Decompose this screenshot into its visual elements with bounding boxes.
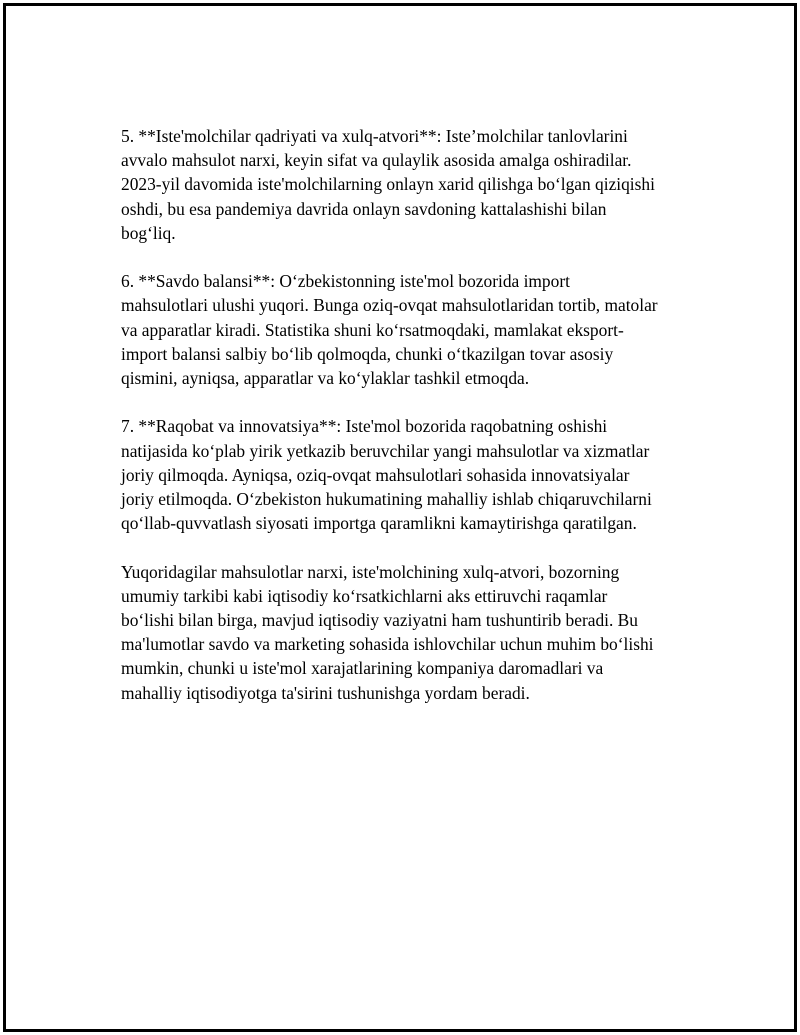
- text-line: avvalo mahsulot narxi, keyin sifat va qulaylik asosida amalga oshiradilar.: [121, 150, 632, 171]
- text-line: natijasida ko‘plab yirik yetkazib beruvchilar yangi mahsulotlar va xizmatlar: [121, 440, 650, 461]
- text-line: Yuqoridagilar mahsulotlar narxi, iste'molchining xulq-atvori, bozorning: [121, 561, 620, 582]
- text-line: joriy etilmoqda. O‘zbekiston hukumatining mahalliy ishlab chiqaruvchilarni: [121, 489, 652, 510]
- text-line: ma'lumotlar savdo va marketing sohasida ishlovchilar uchun muhim bo‘lishi: [121, 634, 654, 655]
- paragraph-trade-balance: [121, 269, 701, 390]
- text-line: mahalliy iqtisodiyotga ta'sirini tushunishga yordam beradi.: [121, 682, 530, 703]
- text-line: qo‘llab-quvvatlash siyosati importga qaramlikni kamaytirishga qaratilgan.: [121, 513, 637, 534]
- text-line: bo‘lishi bilan birga, mavjud iqtisodiy vaziyatni ham tushuntirib beradi. Bu: [121, 610, 638, 631]
- paragraph-conclusion: [121, 560, 701, 705]
- paragraph-competition-innovation: [121, 414, 701, 535]
- text-line: mumkin, chunki u iste'mol xarajatlarining kompaniya daromadlari va: [121, 658, 604, 679]
- page-frame: [3, 3, 797, 1032]
- text-line: mahsulotlari ulushi yuqori. Bunga oziq-ovqat mahsulotlaridan tortib, matolar: [121, 295, 658, 316]
- text-line: umumiy tarkibi kabi iqtisodiy ko‘rsatkichlarni aks ettiruvchi raqamlar: [121, 585, 608, 606]
- text-line: 2023-yil davomida iste'molchilarning onlayn xarid qilishga bo‘lgan qiziqishi: [121, 174, 655, 195]
- text-line: va apparatlar kiradi. Statistika shuni ko‘rsatmoqdaki, mamlakat eksport-: [121, 319, 624, 340]
- text-line: oshdi, bu esa pandemiya davrida onlayn savdoning kattalashishi bilan: [121, 198, 607, 219]
- document-body: [121, 124, 701, 729]
- paragraph-consumer-values: [121, 124, 701, 245]
- text-line: qismini, ayniqsa, apparatlar va ko‘ylaklar tashkil etmoqda.: [121, 368, 530, 389]
- text-line: joriy qilmoqda. Ayniqsa, oziq-ovqat mahsulotlari sohasida innovatsiyalar: [121, 464, 630, 485]
- text-line: 5. **Iste'molchilar qadriyati va xulq-atvori**: Iste’molchilar tanlovlarini: [121, 126, 628, 146]
- text-line: bog‘liq.: [121, 222, 176, 243]
- text-line: 7. **Raqobat va innovatsiya**: Iste'mol bozorida raqobatning oshishi: [121, 416, 608, 437]
- text-line: import balansi salbiy bo‘lib qolmoqda, chunki o‘tkazilgan tovar asosiy: [121, 343, 614, 364]
- text-line: 6. **Savdo balansi**: O‘zbekistonning iste'mol bozorida import: [121, 271, 570, 292]
